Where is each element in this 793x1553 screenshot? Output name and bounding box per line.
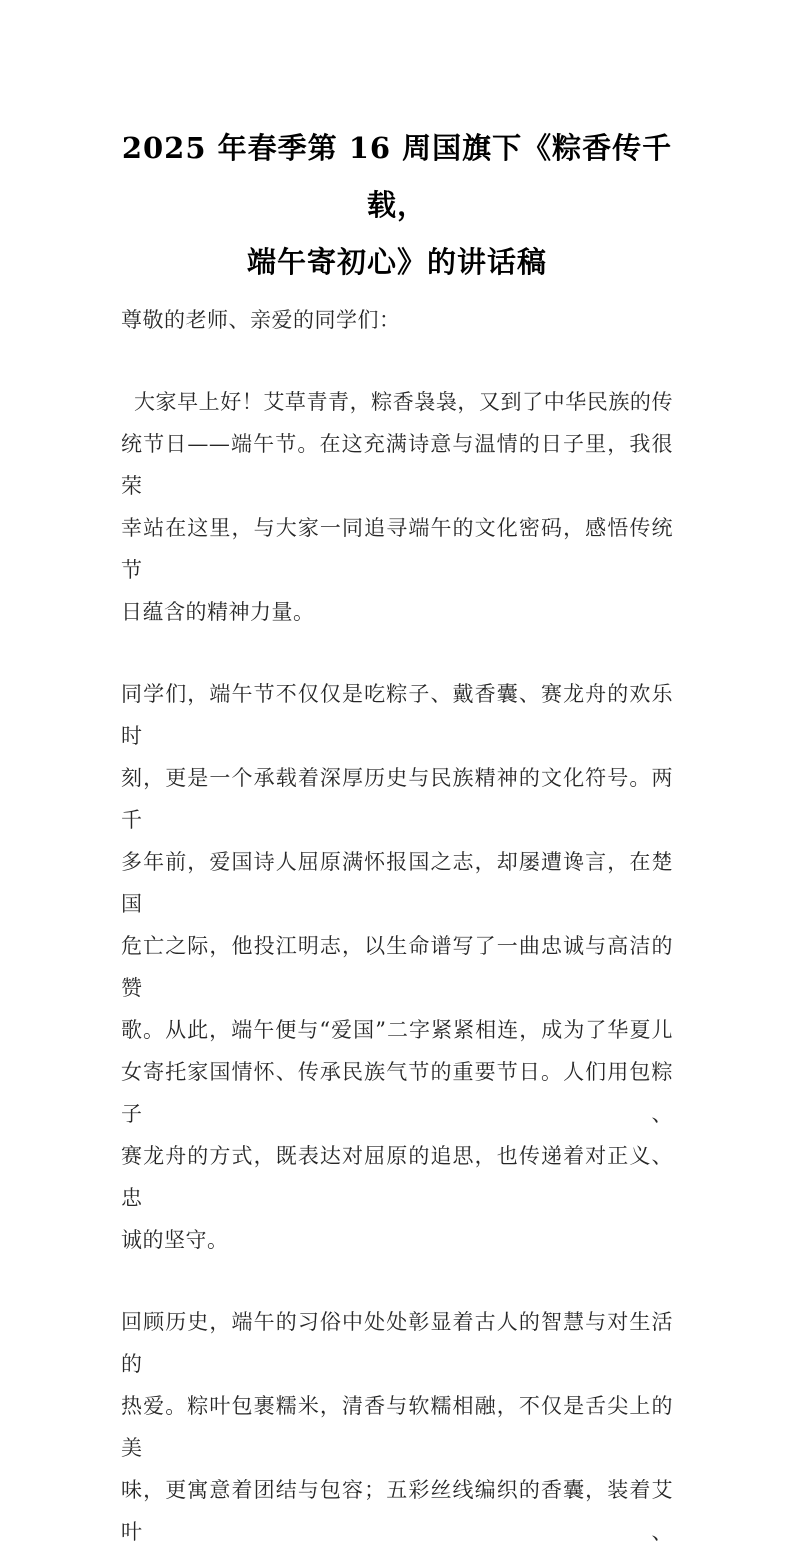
text-line: 歌。从此，端午便与“爱国”二字紧紧相连，成为了华夏儿 — [121, 1018, 673, 1042]
text-line: 大家早上好！艾草青青，粽香袅袅，又到了中华民族的传 — [134, 390, 673, 414]
text-line: 尊敬的老师、亲爱的同学们： — [121, 308, 401, 332]
document-title — [121, 120, 673, 291]
text-line: 刻，更是一个承载着深厚历史与民族精神的文化符号。两千 — [121, 766, 673, 832]
text-line: 多年前，爱国诗人屈原满怀报国之志，却屡遭谗言，在楚国 — [121, 850, 673, 916]
paragraph-customs — [121, 1301, 673, 1553]
text-line: 回顾历史，端午的习俗中处处彰显着古人的智慧与对生活的 — [121, 1310, 673, 1376]
text-line: 幸站在这里，与大家一同追寻端午的文化密码，感悟传统节 — [121, 516, 673, 582]
paragraph-opening — [121, 381, 673, 633]
text-line: 危亡之际，他投江明志，以生命谱写了一曲忠诚与高洁的赞 — [121, 934, 673, 1000]
text-line: 赛龙舟的方式，既表达对屈原的追思，也传递着对正义、忠 — [121, 1144, 673, 1210]
text-line: 女寄托家国情怀、传承民族气节的重要节日。人们用包粽子、 — [121, 1060, 673, 1126]
text-line: 味，更寓意着团结与包容；五彩丝线编织的香囊，装着艾叶、 — [121, 1478, 673, 1544]
document-body — [121, 299, 673, 1553]
text-line: 诚的坚守。 — [121, 1228, 229, 1252]
text-line: 统节日——端午节。在这充满诗意与温情的日子里，我很荣 — [121, 432, 673, 498]
paragraph-salutation — [121, 299, 673, 341]
text-line: 日蕴含的精神力量。 — [121, 600, 315, 624]
text-line: 热爱。粽叶包裹糯米，清香与软糯相融，不仅是舌尖上的美 — [121, 1394, 673, 1460]
document-title-line-2: 端午寄初心》的讲话稿 — [246, 245, 547, 279]
text-line: 同学们，端午节不仅仅是吃粽子、戴香囊、赛龙舟的欢乐时 — [121, 682, 673, 748]
document-title-line-1: 2025 年春季第 16 周国旗下《粽香传千载， — [121, 131, 673, 222]
paragraph-history-of-duanwu — [121, 673, 673, 1261]
